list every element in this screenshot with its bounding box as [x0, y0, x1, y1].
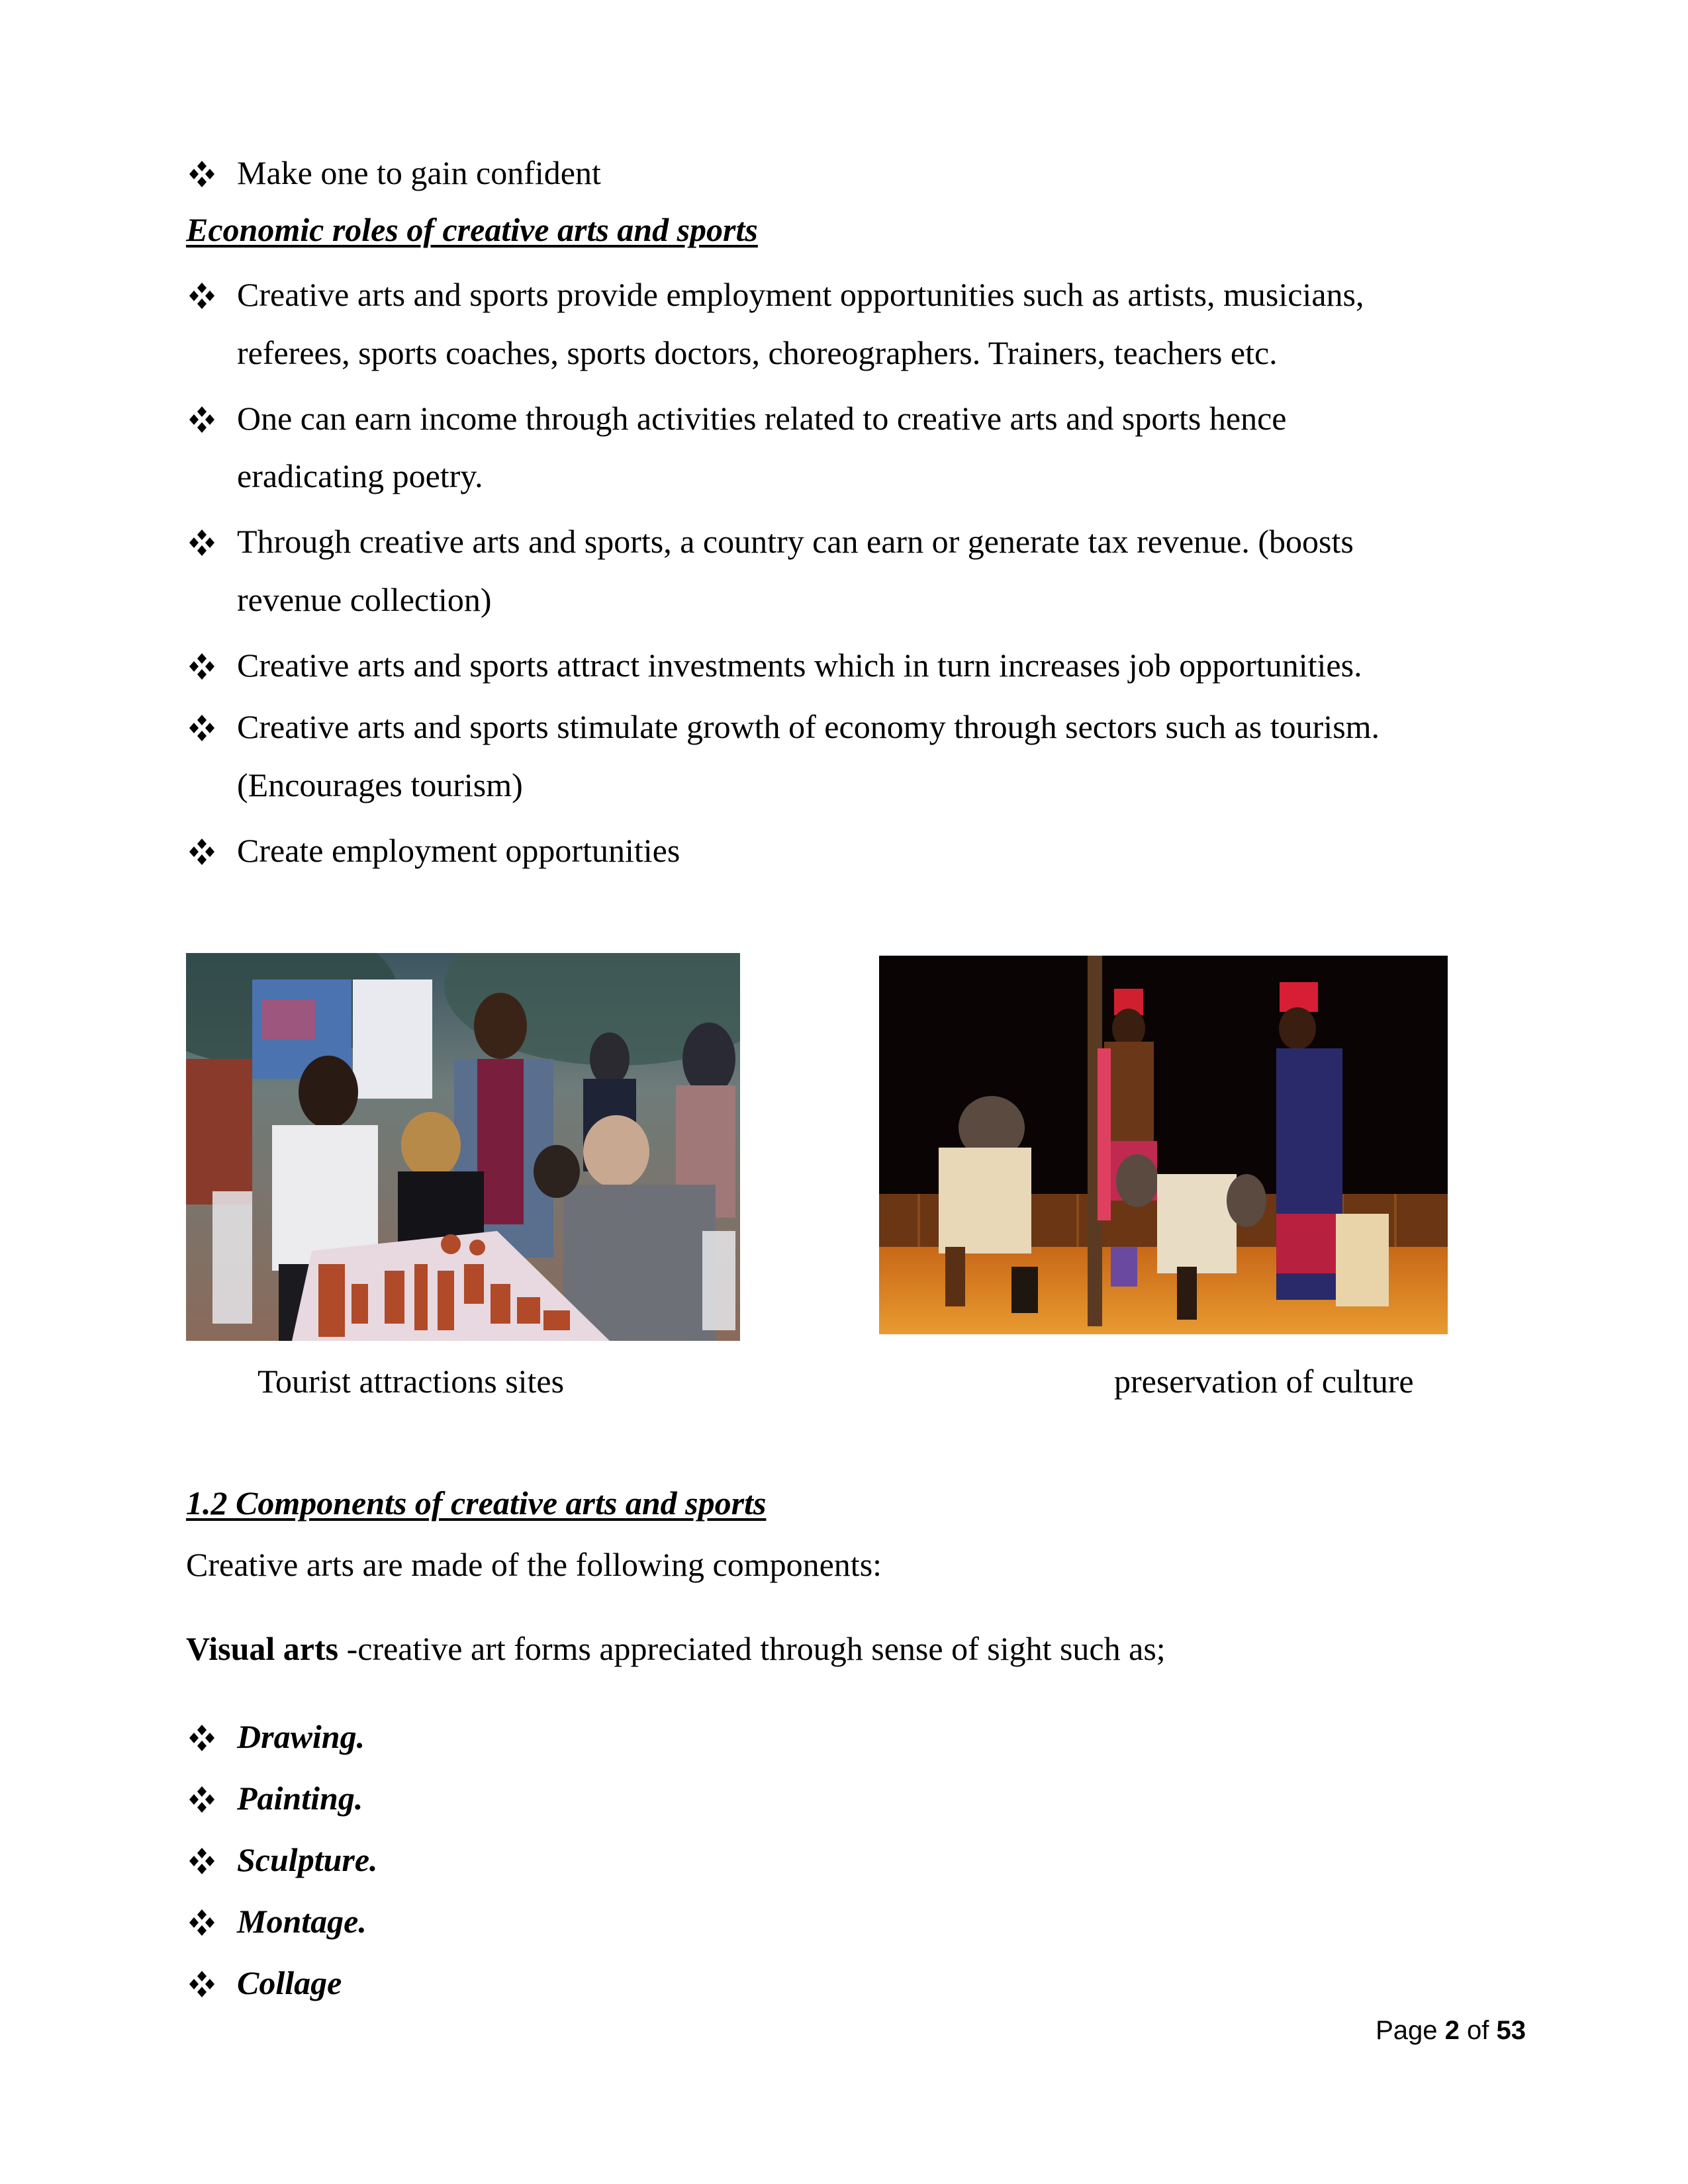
list-item: Collage [189, 1962, 342, 1999]
list-item-continuation: referees, sports coaches, sports doctors, choreographers. Trainers, teachers etc. [237, 334, 1278, 371]
list-item: Sculpture. [189, 1839, 378, 1876]
craft-fair-photo-image [186, 953, 740, 1341]
theatre-performance-photo-image [879, 956, 1448, 1334]
four-diamond-bullet-icon [189, 159, 237, 186]
visual-arts-term: Visual arts [186, 1630, 339, 1667]
section-heading-economic-roles: Economic roles of creative arts and sports [186, 211, 758, 248]
list-item-continuation: eradicating poetry. [237, 457, 483, 494]
photo-tourist-attractions [186, 953, 740, 1341]
list-item-continuation: revenue collection) [237, 581, 492, 618]
list-item: Through creative arts and sports, a country can earn or generate tax revenue. (boosts [189, 521, 1354, 558]
section-heading-components: 1.2 Components of creative arts and sports [186, 1484, 767, 1522]
four-diamond-bullet-icon [189, 1846, 237, 1873]
four-diamond-bullet-icon [189, 1970, 237, 1996]
list-item: Montage. [189, 1901, 367, 1938]
four-diamond-bullet-icon [189, 713, 237, 740]
list-item: Make one to gain confident [189, 152, 601, 189]
four-diamond-bullet-icon [189, 281, 237, 308]
four-diamond-bullet-icon [189, 837, 237, 864]
list-item: Drawing. [189, 1716, 365, 1753]
four-diamond-bullet-icon [189, 405, 237, 432]
list-item: One can earn income through activities related to creative arts and sports hence [189, 398, 1286, 435]
figure-caption-tourist: Tourist attractions sites [258, 1363, 565, 1400]
four-diamond-bullet-icon [189, 528, 237, 555]
section-intro-text: Creative arts are made of the following components: [186, 1546, 882, 1583]
list-item: Create employment opportunities [189, 830, 680, 867]
four-diamond-bullet-icon [189, 1785, 237, 1811]
list-item: Creative arts and sports provide employment opportunities such as artists, musicians, [189, 274, 1364, 311]
page-number-footer: Page 2 of 53 [1376, 2016, 1526, 2045]
list-item-continuation: (Encourages tourism) [237, 766, 523, 803]
four-diamond-bullet-icon [189, 652, 237, 678]
four-diamond-bullet-icon [189, 1908, 237, 1934]
list-item: Creative arts and sports stimulate growth of economy through sectors such as tourism. [189, 706, 1380, 743]
figure-caption-culture: preservation of culture [1114, 1363, 1414, 1400]
photo-preservation-of-culture [879, 956, 1448, 1334]
four-diamond-bullet-icon [189, 1723, 237, 1750]
list-item: Creative arts and sports attract investments which in turn increases job opportunities. [189, 645, 1362, 682]
list-item: Painting. [189, 1778, 363, 1815]
visual-arts-definition: Visual arts -creative art forms appreciated through sense of sight such as; [186, 1630, 1166, 1667]
